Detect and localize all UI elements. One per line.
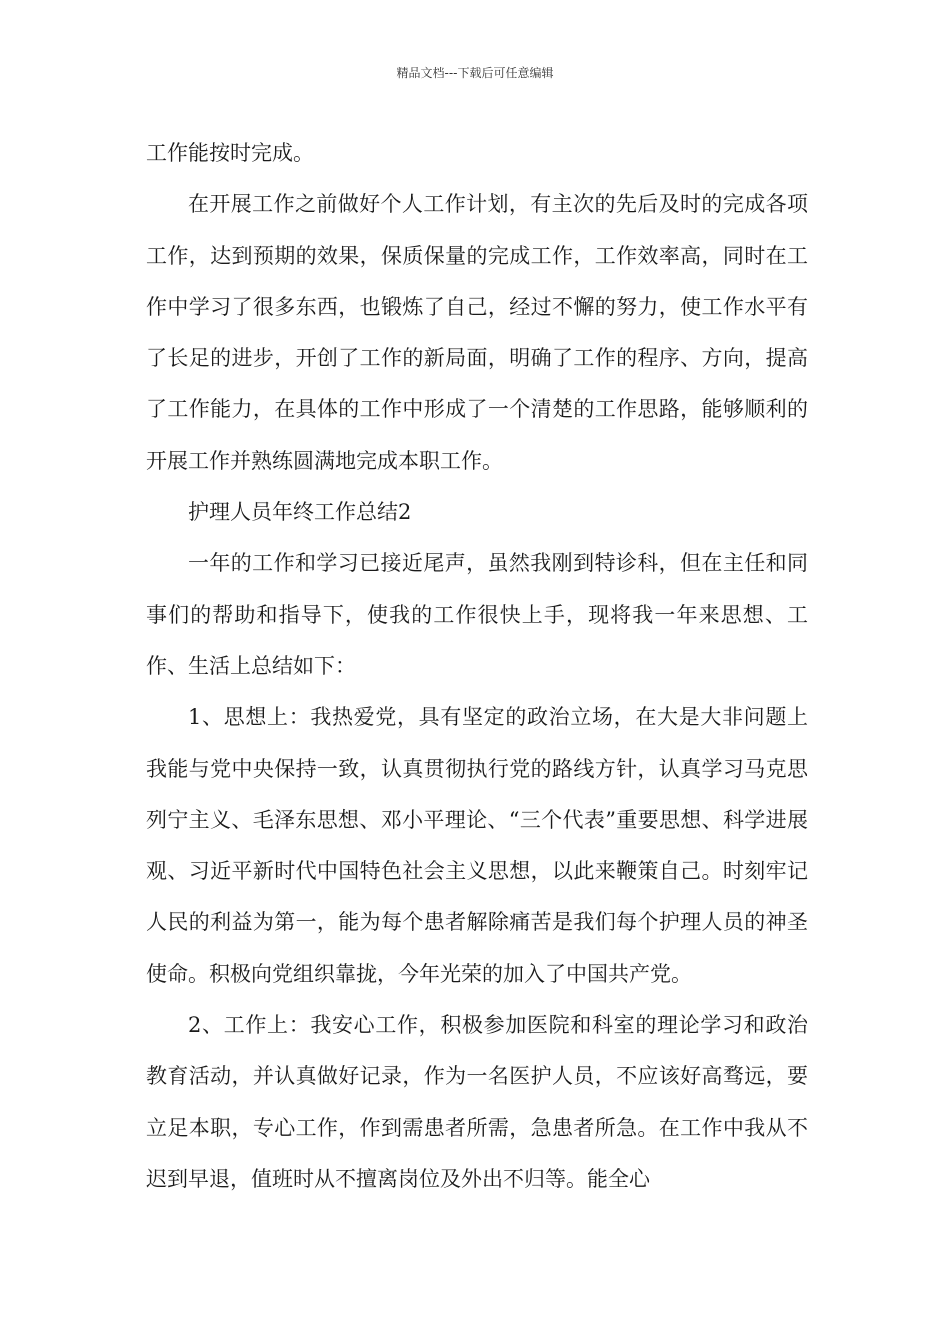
page-header: 精品文档---下载后可任意编辑: [396, 66, 554, 80]
paragraph-intro: 一年的工作和学习已接近尾声，虽然我刚到特诊科，但在主任和同事们的帮助和指导下，使我的工作很快上手，现将我一年来思想、工作、生活上总结如下：: [146, 551, 808, 678]
section-title: 护理人员年终工作总结2: [188, 500, 412, 525]
paragraph-work: 2、工作上：我安心工作，积极参加医院和科室的理论学习和政治教育活动，并认真做好记录，作为一名医护人员，不应该好高骛远，要立足本职，专心工作，作到需患者所需，急患者所急。在工作中我从不迟到早退，值班时从不擅离岗位及外出不归等。能全心: [146, 1013, 808, 1191]
paragraph-ideology: 1、思想上：我热爱党，具有坚定的政治立场，在大是大非问题上我能与党中央保持一致，认真贯彻执行党的路线方针，认真学习马克思列宁主义、毛泽东思想、邓小平理论、“三个代表”重要思想、科学进展观、习近平新时代中国特色社会主义思想，以此来鞭策自己。时刻牢记人民的利益为第一，能为每个患者解除痛苦是我们每个护理人员的神圣使命。积极向党组织靠拢，今年光荣的加入了中国共产党。: [146, 705, 808, 986]
document-body: [146, 128, 808, 1205]
paragraph-continuation: 工作能按时完成。: [146, 141, 314, 165]
paragraph-work-plan: 在开展工作之前做好个人工作计划，有主次的先后及时的完成各项工作，达到预期的效果，保质保量的完成工作，工作效率高，同时在工作中学习了很多东西，也锻炼了自己，经过不懈的努力，使工作水平有了长足的进步，开创了工作的新局面，明确了工作的程序、方向，提高了工作能力，在具体的工作中形成了一个清楚的工作思路，能够顺利的开展工作并熟练圆满地完成本职工作。: [146, 192, 808, 473]
